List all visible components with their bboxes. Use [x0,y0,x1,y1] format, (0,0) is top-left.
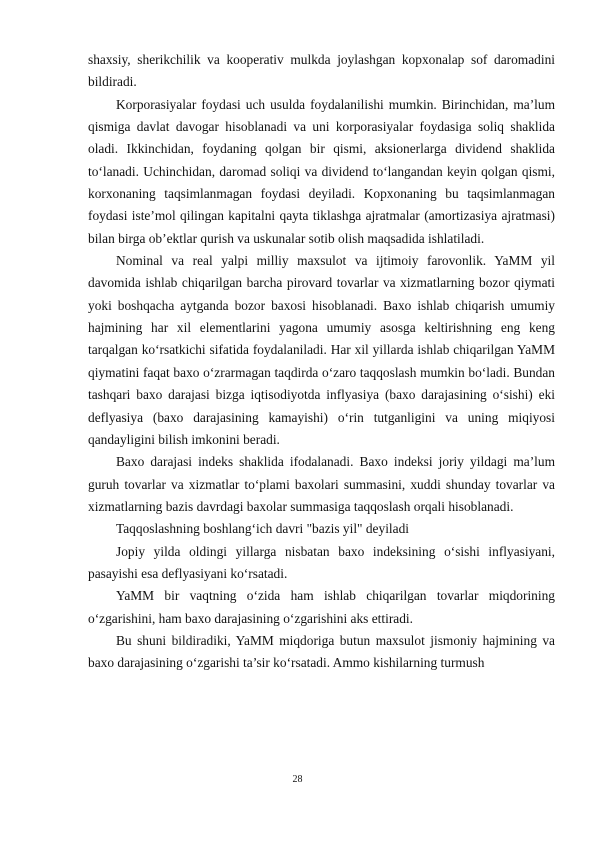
paragraph-gnp-influence: Bu shuni bildiradiki, YaMM miqdoriga butun maxsulot jismoniy hajmining va baxo darajasining o‘zgarishi ta’sir ko‘rsatadi. Ammo kishilarning turmush [88,632,555,671]
body-text [88,49,555,675]
paragraph-nominal-real-gnp: Nominal va real yalpi milliy maxsulot va ijtimoiy farovonlik. YaMM yil davomida ishlab chiqarilgan barcha pirovard tovarlar va xizmatlarning bozor qiymati yoki boshqacha aytganda bozor baxosi hisoblanadi. Baxo ishlab chiqarish umumiy hajmining har xil elementlarini yagona umumiy asosga keltirishning eng keng tarqalgan ko‘rsatkichi sifatida foydalaniladi. Har xil yillarda ishlab chiqarilgan YaMM qiymatini faqat baxo o‘zrarmagan taqdirda o‘zaro taqqoslash mumkin bo‘ladi. Bundan tashqari baxo darajasi bizga iqtisodiyotda inflyasiya (baxo darajasining o‘sishi) eki deflyasiya (baxo darajasining kamayishi) o‘rin tutganligini va uning miqiyosi qandayligini bilish imkonini beradi. [88,253,555,447]
paragraph-continuation: shaxsiy, sherikchilik va kooperativ mulkda joylashgan kopxonalap sof daromadini bildiradi. [88,52,555,90]
paragraph-base-year: Taqqoslashning boshlang‘ich davri "bazis yil" deyiladi [116,521,409,537]
paragraph-gnp-changes: YaMM bir vaqtning o‘zida ham ishlab chiqarilgan tovarlar miqdorining o‘zgarishini, ham baxo darajasining o‘zgarishini aks ettiradi. [88,588,555,626]
paragraph-inflation-deflation: Jopiy yilda oldingi yillarga nisbatan baxo indeksining o‘sishi inflyasiyani, pasayishi esa deflyasiyani ko‘rsatadi. [88,543,555,581]
page-number: 28 [292,774,303,785]
paragraph-corporate-profits: Korporasiyalar foydasi uch usulda foydalanilishi mumkin. Birinchidan, ma’lum qismiga davlat davogar hisoblanadi va uni korporasiyalar foydasiga soliq shaklida oladi. Ikkinchidan, foydaning qolgan bir qismi, aksionerlarga dividend shaklida to‘lanadi. Uchinchidan, daromad soliqi va dividend to‘langandan keyin qolgan qismi, korxonaning taqsimlanmagan foydasi deyiladi. Kopxonaning bu taqsimlanmagan foydasi iste’mol qilingan kapitalni qayta tiklashga ajratmalar (amortizasiya ajratmasi) bilan birga ob’ektlar qurish va uskunalar sotib olish maqsadida ishlatiladi. [88,96,555,246]
paragraph-price-index: Baxo darajasi indeks shaklida ifodalanadi. Baxo indeksi joriy yildagi ma’lum guruh tovarlar va xizmatlar to‘plami baxolari summasini, xuddi shunday tovarlar va xizmatlarning bazis davrdagi baxolar summasiga taqqoslash orqali hisoblanadi. [88,454,555,514]
